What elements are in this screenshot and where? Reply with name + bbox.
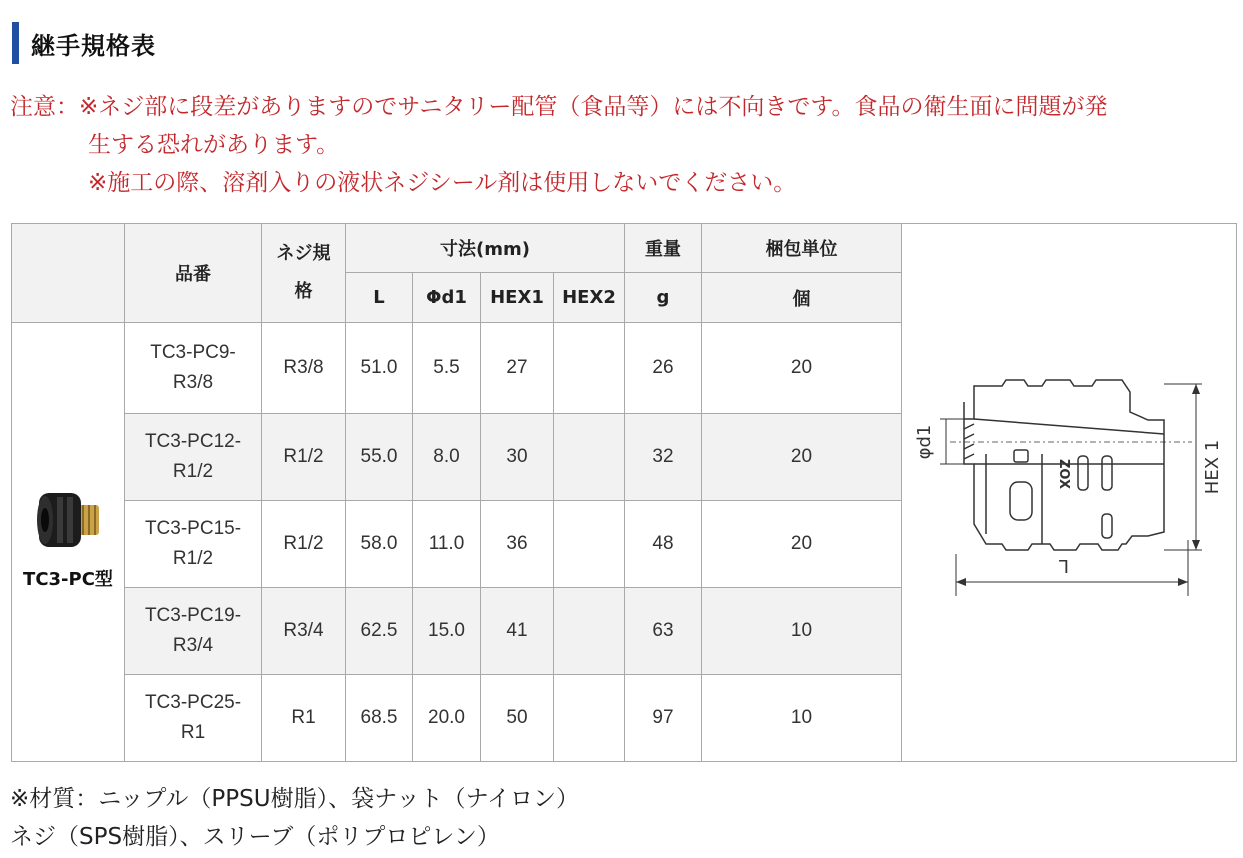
weight-cell: 63 [625,588,702,675]
part-number-cell: TC3-PC25- R1 [125,675,262,762]
header-weight: 重量 [625,224,702,273]
material-line-2: ネジ（SPS樹脂）、スリーブ（ポリプロピレン） [10,824,500,850]
hex2-cell [554,414,625,501]
hex1-cell: 27 [481,323,554,414]
notice-line-1: 注意：※ネジ部に段差がありますのでサニタリー配管（食品等）には不向きです。食品の衛生面に問題が発 [10,94,1108,120]
product-photo [33,489,103,551]
d1-cell: 11.0 [413,501,481,588]
heading-title: 継手規格表 [31,31,156,60]
d1-cell: 8.0 [413,414,481,501]
hex2-cell [554,675,625,762]
label-d1: φd1 [914,424,935,460]
part-number-cell: TC3-PC12- R1/2 [125,414,262,501]
material-line-1: ※材質：ニップル（PPSU樹脂）、袋ナット（ナイロン） [10,786,580,812]
d1-cell: 20.0 [413,675,481,762]
label-length: L [1058,555,1070,576]
model-cell [12,323,125,762]
hex1-cell: 41 [481,588,554,675]
header-dimensions: 寸法(mm) [346,224,625,273]
part-number-cell: TC3-PC19- R3/4 [125,588,262,675]
header-part-no: 品番 [125,224,262,323]
heading-accent-bar [12,22,19,64]
pack-cell: 10 [702,588,902,675]
hex1-cell: 30 [481,414,554,501]
header-blank [12,224,125,323]
pack-cell: 20 [702,414,902,501]
thread-cell: R3/4 [262,588,346,675]
fitting-diagram [902,224,1236,755]
hex2-cell [554,501,625,588]
material-note [10,780,579,856]
label-hex1: HEX 1 [1202,439,1223,495]
thread-cell: R1/2 [262,414,346,501]
L-cell: 55.0 [346,414,413,501]
part-number-cell: TC3-PC9- R3/8 [125,323,262,414]
logo-zox: ZOX [1056,458,1071,490]
L-cell: 68.5 [346,675,413,762]
weight-cell: 32 [625,414,702,501]
part-number-cell: TC3-PC15- R1/2 [125,501,262,588]
header-L: L [346,273,413,323]
pack-cell: 20 [702,323,902,414]
d1-cell: 15.0 [413,588,481,675]
weight-cell: 26 [625,323,702,414]
header-unit: 個 [702,273,902,323]
thread-cell: R1/2 [262,501,346,588]
L-cell: 62.5 [346,588,413,675]
notice-line-3: ※施工の際、溶剤入りの液状ネジシール剤は使用しないでください。 [88,170,797,196]
header-pack: 梱包単位 [702,224,902,273]
hex1-cell: 36 [481,501,554,588]
header-hex2: HEX2 [554,273,625,323]
caution-notice [10,88,1108,202]
header-g: g [625,273,702,323]
pack-cell: 10 [702,675,902,762]
pack-cell: 20 [702,501,902,588]
weight-cell: 48 [625,501,702,588]
spec-table [11,223,1237,762]
L-cell: 51.0 [346,323,413,414]
thread-cell: R1 [262,675,346,762]
model-name: TC3-PC型 [23,569,113,590]
header-hex1: HEX1 [481,273,554,323]
notice-line-2: 生する恐れがあります。 [88,132,340,158]
L-cell: 58.0 [346,501,413,588]
hex2-cell [554,323,625,414]
section-heading [12,22,156,64]
header-d1: Φd1 [413,273,481,323]
header-thread: ネジ規格 [262,224,346,323]
weight-cell: 97 [625,675,702,762]
thread-cell: R3/8 [262,323,346,414]
dimension-diagram-cell [902,224,1237,762]
hex1-cell: 50 [481,675,554,762]
hex2-cell [554,588,625,675]
d1-cell: 5.5 [413,323,481,414]
